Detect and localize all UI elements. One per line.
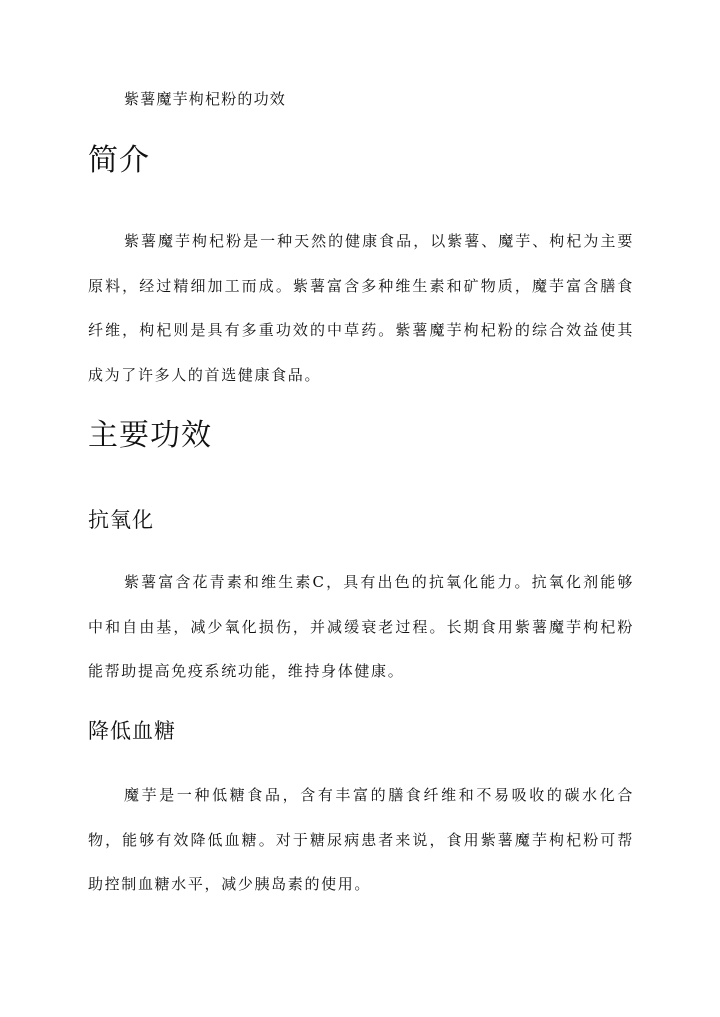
subsection-heading-lower-blood-sugar: 降低血糖 [88, 719, 176, 743]
section-heading-intro: 简介 [88, 143, 150, 178]
antioxidant-paragraph: 紫薯富含花青素和维生素C，具有出色的抗氧化能力。抗氧化剂能够中和自由基，减少氧化损伤，并减缓衰老过程。长期食用紫薯魔芋枸杞粉能帮助提高免疫系统功能，维持身体健康。 [88, 573, 634, 681]
lower-blood-sugar-paragraph: 魔芋是一种低糖食品，含有丰富的膳食纤维和不易吸收的碳水化合物，能够有效降低血糖。对于糖尿病患者来说，食用紫薯魔芋枸杞粉可帮助控制血糖水平，减少胰岛素的使用。 [88, 786, 634, 894]
subsection-heading-antioxidant: 抗氧化 [88, 508, 154, 532]
document-title: 紫薯魔芋枸杞粉的功效 [124, 90, 287, 108]
intro-paragraph: 紫薯魔芋枸杞粉是一种天然的健康食品，以紫薯、魔芋、枸杞为主要原料，经过精细加工而成。紫薯富含多种维生素和矿物质，魔芋富含膳食纤维，枸杞则是具有多重功效的中草药。紫薯魔芋枸杞粉的综合效益使其成为了许多人的首选健康食品。 [88, 232, 634, 384]
section-heading-main-effects: 主要功效 [88, 418, 212, 453]
